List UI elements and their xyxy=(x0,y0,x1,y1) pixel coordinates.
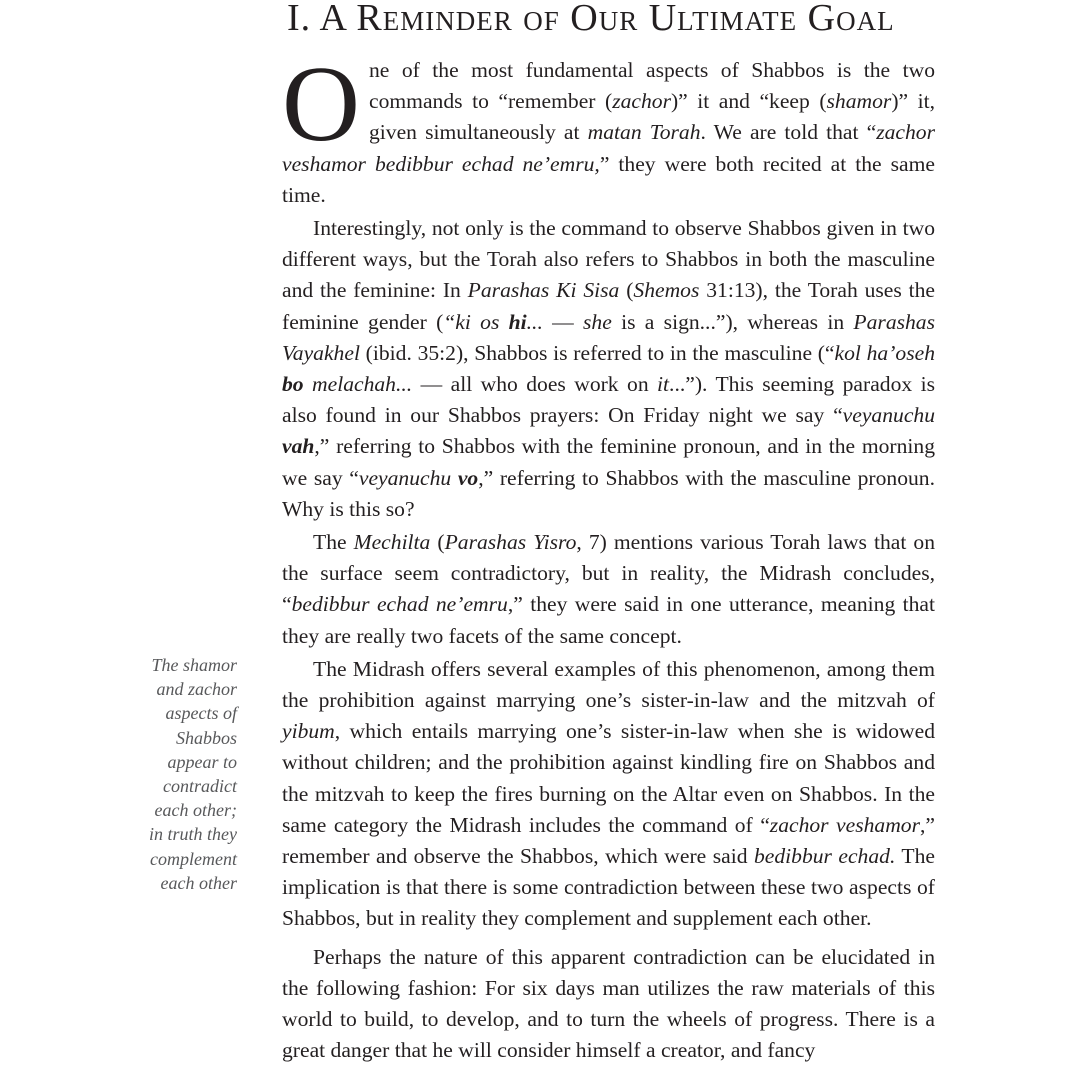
italic-text: zachor veshamor bedibbur echad ne’emru, xyxy=(282,120,935,176)
margin-note-line: in truth they xyxy=(149,824,237,845)
margin-note xyxy=(125,653,237,895)
text-run: ( xyxy=(430,530,445,555)
italic-text: Mechilta xyxy=(353,530,431,555)
italic-text: vah xyxy=(282,434,315,459)
margin-note-line: Shabbos xyxy=(175,727,237,748)
italic-text: bedibbur echad. xyxy=(753,844,896,869)
italic-text: yibum xyxy=(282,719,335,744)
text-run: )” it and “keep ( xyxy=(670,89,827,114)
italic-text: shamor xyxy=(826,89,892,114)
text-run: — xyxy=(542,309,584,334)
text-run: ,” referring to Shabbos with the feminine pronoun, and in the morning we say “ xyxy=(282,434,935,490)
text-run: , 7) mentions various Torah laws that on the surface seem contradictory, but in reality, the Midrash concludes, “ xyxy=(282,530,935,617)
margin-note-line: each other xyxy=(160,872,237,893)
italic-text: zachor veshamor xyxy=(769,812,920,837)
text-run: . We are told that “ xyxy=(700,120,877,145)
paragraph-5 xyxy=(282,942,935,1067)
text-run: ...”). This seeming paradox is also found in our Shabbos prayers: On Friday night we say “ xyxy=(282,372,936,428)
paragraph-2 xyxy=(282,213,935,525)
italic-text: vo xyxy=(457,465,479,490)
italic-text: Parashas Yisro xyxy=(444,530,577,555)
text-run: — all who does work on xyxy=(412,372,658,397)
italic-text: it xyxy=(657,372,670,397)
paragraph-1 xyxy=(282,45,936,211)
margin-note-line: and zachor xyxy=(156,679,237,700)
margin-note-line: each other; xyxy=(154,800,237,821)
italic-text: hi xyxy=(508,309,527,334)
italic-text: ... xyxy=(526,309,543,334)
italic-text: bedibbur echad ne’emru xyxy=(291,592,508,617)
italic-text: she xyxy=(583,309,612,334)
text-run: (ibid. 35:2), Shabbos is referred to in the masculine (“ xyxy=(359,340,835,365)
italic-text: matan Torah xyxy=(587,120,701,145)
text-run: 31:13), the Torah uses the feminine gender ( xyxy=(282,278,935,334)
margin-note-line: aspects of xyxy=(165,703,237,724)
paragraph-4 xyxy=(282,654,935,935)
text-run: , which entails marrying one’s sister-in-law when she is widowed without children; and the prohibition against kindling fire on Shabbos and the mitzvah to keep the fires burning on the Altar even on Shabbos. In the same category the Midrash includes the command of “ xyxy=(282,719,935,837)
text-run: Perhaps the nature of this apparent contradiction can be elucidated in the following fashion: For six days man utilizes the raw materials of this world to build, to develop, and to turn the wheels of progress. There is a great danger that he will consider himself a creator, and fancy xyxy=(282,944,935,1063)
text-run: ( xyxy=(619,278,634,303)
italic-text: kol ha’oseh xyxy=(834,340,935,365)
text-run: is a sign...”), whereas in xyxy=(611,309,854,334)
text-run: The Midrash offers several examples of this phenomenon, among them the prohibition against marrying one’s sister-in-law and the mitzvah of xyxy=(282,656,935,713)
text-run: ,” they were said in one utterance, meaning that they are really two facets of the same concept. xyxy=(282,592,935,648)
text-run: The implication is that there is some contradiction between these two aspects of Shabbos, but in reality they complement and supplement each other. xyxy=(282,844,935,931)
margin-note-line: appear to xyxy=(167,751,237,772)
italic-text: melachah... xyxy=(303,372,413,397)
text-run: ,” remember and observe the Shabbos, which were said xyxy=(282,812,935,869)
text-run: ne of the most fundamental aspects of Shabbos is the two commands to “remember ( xyxy=(369,58,935,114)
text-run: )” it, given simultaneously at xyxy=(369,89,935,145)
italic-text: veyanuchu xyxy=(358,465,458,490)
italic-text: bo xyxy=(282,372,304,397)
drop-cap: O xyxy=(282,45,360,164)
italic-text: “ki os xyxy=(443,309,509,334)
italic-text: Parashas Ki Sisa xyxy=(467,278,620,303)
italic-text: Shemos xyxy=(633,278,700,303)
italic-text: zachor xyxy=(612,89,671,114)
text-run: Interestingly, not only is the command to observe Shabbos given in two different ways, but the Torah also refers to Shabbos in both the masculine and the feminine: In xyxy=(282,216,935,303)
text-run: The xyxy=(313,530,354,555)
italic-text: Parashas Vayakhel xyxy=(282,309,936,365)
text-run: ,” referring to Shabbos with the masculine pronoun. Why is this so? xyxy=(282,465,935,521)
italic-text: veyanuchu xyxy=(842,403,935,428)
margin-note-line: The shamor xyxy=(151,655,237,675)
margin-note-line: complement xyxy=(150,848,237,869)
section-heading: I. A Reminder of Our Ultimate Goal xyxy=(287,0,895,39)
margin-note-line: contradict xyxy=(163,776,237,797)
text-run: ” they were both recited at the same time. xyxy=(282,151,936,207)
paragraph-3 xyxy=(282,527,935,652)
body-text xyxy=(282,45,936,1067)
